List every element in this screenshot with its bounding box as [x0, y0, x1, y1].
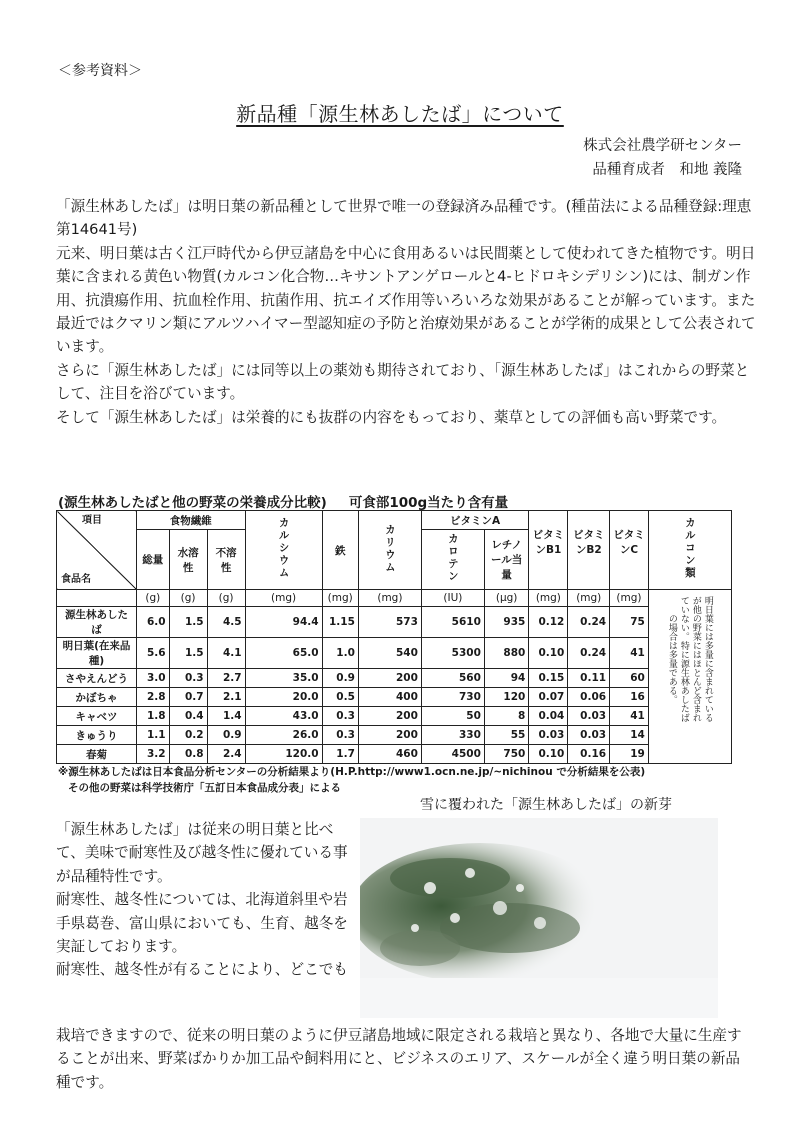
footnote-source: ※源生林あしたばは日本食品分析センターの分析結果より(H.P.http://www1.ocn.ne.jp/~nichinou で分析結果を公表)	[58, 766, 646, 778]
features-paragraph: 耐寒性、越冬性については、北海道斜里や岩手県葛巻、富山県においても、生育、越冬を実証しております。	[56, 891, 348, 956]
header-fiber-insoluble: 不溶性	[207, 530, 245, 590]
table-row	[57, 745, 732, 764]
unit-cell-empty	[57, 590, 137, 607]
conclusion-paragraph: 栽培できますので、従来の明日葉のように伊豆諸島地域に限定される栽培と異なり、各地で大量に生産することが出来、野菜ばかりか加工品や飼料用にと、ビジネスのエリア、スケールが全く違う明日葉の新品種です。	[56, 1027, 742, 1091]
header-retinol: レチノール当量	[484, 530, 528, 590]
intro-paragraph: 元来、明日葉は古く江戸時代から伊豆諸島を中心に食用あるいは民間薬として使われてきた植物です。明日葉に含まれる黄色い物質(カルコン化合物…キサントアンゲロールと4-ヒドロキシデリシン)には、制ガン作用、抗潰瘍作用、抗血栓作用、抗菌作用、抗エイズ作用等いろいろな効果があることが解っています。また最近ではクマリン類にアルツハイマー型認知症の予防と治療効果があることが学術的成果として公表されています。	[56, 244, 756, 356]
table-row	[57, 688, 732, 707]
cell-value: 0.10	[529, 745, 568, 764]
food-name: きゅうり	[57, 726, 137, 745]
cell-value: 573	[358, 607, 421, 638]
cell-value: 3.2	[137, 745, 170, 764]
header-fiber-group: 食物繊維	[137, 511, 246, 530]
header-fiber-total: 総量	[137, 530, 170, 590]
cell-value: 94	[484, 669, 528, 688]
cell-value: 2.8	[137, 688, 170, 707]
features-paragraph: 「源生林あしたば」は従来の明日葉と比べて、美味で耐寒性及び越冬性に優れている事が品種特性です。	[56, 821, 348, 885]
cell-value: 880	[484, 638, 528, 669]
cell-value: 19	[610, 745, 649, 764]
header-chalcone: カルコン類	[648, 511, 731, 590]
cell-value: 75	[610, 607, 649, 638]
cell-value: 750	[484, 745, 528, 764]
cell-value: 540	[358, 638, 421, 669]
food-name: 春菊	[57, 745, 137, 764]
cell-value: 4.1	[207, 638, 245, 669]
cell-value: 0.8	[169, 745, 207, 764]
food-name: かぼちゃ	[57, 688, 137, 707]
cell-value: 26.0	[245, 726, 322, 745]
unit-cell: (mg)	[322, 590, 358, 607]
table-caption-main: (源生林あしたばと他の野菜の栄養成分比較)	[58, 495, 327, 511]
cell-value: 2.4	[207, 745, 245, 764]
cell-value: 0.04	[529, 707, 568, 726]
cell-value: 1.5	[169, 607, 207, 638]
cell-value: 1.1	[137, 726, 170, 745]
table-row	[57, 726, 732, 745]
cell-value: 5610	[421, 607, 484, 638]
cell-value: 0.07	[529, 688, 568, 707]
cell-value: 4.5	[207, 607, 245, 638]
cell-value: 6.0	[137, 607, 170, 638]
cell-value: 1.4	[207, 707, 245, 726]
header-carotene: カロテン	[421, 530, 484, 590]
cell-value: 0.2	[169, 726, 207, 745]
cell-value: 8	[484, 707, 528, 726]
header-vitamin-a-group: ビタミンA	[421, 511, 528, 530]
cell-value: 0.10	[529, 638, 568, 669]
cell-value: 1.0	[322, 638, 358, 669]
cell-value: 5.6	[137, 638, 170, 669]
cell-value: 55	[484, 726, 528, 745]
cell-value: 35.0	[245, 669, 322, 688]
table-caption-sub: 可食部100g当たり含有量	[348, 495, 509, 511]
cell-value: 2.1	[207, 688, 245, 707]
features-paragraph: 耐寒性、越冬性が有ることにより、どこでも	[56, 961, 348, 979]
unit-cell: (mg)	[568, 590, 610, 607]
cell-value: 1.5	[169, 638, 207, 669]
table-row	[57, 669, 732, 688]
cell-value: 1.15	[322, 607, 358, 638]
table-row	[57, 607, 732, 638]
cell-value: 0.3	[322, 707, 358, 726]
cell-value: 16	[610, 688, 649, 707]
cell-value: 20.0	[245, 688, 322, 707]
cell-value: 0.3	[169, 669, 207, 688]
cell-value: 41	[610, 707, 649, 726]
header-calcium: カルシウム	[245, 511, 322, 590]
cell-value: 460	[358, 745, 421, 764]
chalcone-note: 明日葉には多量に含まれているが他の野菜にはほとんど含まれていない。特に源生林あしたばの場合は多量である。	[666, 596, 713, 722]
cell-value: 200	[358, 669, 421, 688]
cell-value: 0.12	[529, 607, 568, 638]
unit-cell: (mg)	[358, 590, 421, 607]
cell-value: 0.3	[322, 726, 358, 745]
cell-value: 0.9	[322, 669, 358, 688]
cell-value: 560	[421, 669, 484, 688]
cell-value: 4500	[421, 745, 484, 764]
cell-value: 730	[421, 688, 484, 707]
cell-value: 0.24	[568, 638, 610, 669]
cell-value: 65.0	[245, 638, 322, 669]
cell-value: 94.4	[245, 607, 322, 638]
cell-value: 0.9	[207, 726, 245, 745]
corner-label-food: 食品名	[61, 574, 91, 585]
cell-value: 0.7	[169, 688, 207, 707]
cell-value: 0.15	[529, 669, 568, 688]
cell-value: 3.0	[137, 669, 170, 688]
cell-value: 1.8	[137, 707, 170, 726]
intro-section	[56, 195, 756, 429]
cell-value: 200	[358, 726, 421, 745]
header-fiber-soluble: 水溶性	[169, 530, 207, 590]
organization-name: 株式会社農学研センター	[583, 138, 742, 154]
food-name: 明日葉(在来品種)	[57, 638, 137, 669]
document-label: ＜参考資料＞	[58, 63, 142, 79]
cell-value: 330	[421, 726, 484, 745]
cell-value: 0.16	[568, 745, 610, 764]
cell-value: 50	[421, 707, 484, 726]
nutrition-table	[56, 510, 732, 764]
intro-paragraph: そして「源生林あしたば」は栄養的にも抜群の内容をもっており、薬草としての評価も高い野菜です。	[56, 408, 727, 426]
cell-value: 2.7	[207, 669, 245, 688]
snow-sprouts-illustration	[360, 818, 718, 1018]
cell-value: 120	[484, 688, 528, 707]
unit-cell: (g)	[207, 590, 245, 607]
cell-value: 5300	[421, 638, 484, 669]
cell-value: 1.7	[322, 745, 358, 764]
unit-cell: (g)	[137, 590, 170, 607]
table-caption	[58, 491, 508, 511]
cell-value: 0.11	[568, 669, 610, 688]
header-potassium: カリウム	[358, 511, 421, 590]
food-name: キャベツ	[57, 707, 137, 726]
corner-label-item: 項目	[82, 515, 102, 526]
unit-cell: (mg)	[529, 590, 568, 607]
cell-value: 0.03	[529, 726, 568, 745]
cell-value: 120.0	[245, 745, 322, 764]
author-name: 品種育成者 和地 義隆	[592, 162, 742, 178]
table-corner-cell	[57, 511, 137, 590]
cell-value: 14	[610, 726, 649, 745]
cell-value: 41	[610, 638, 649, 669]
snow-sprouts-photo	[360, 818, 718, 1018]
cell-value: 0.4	[169, 707, 207, 726]
photo-title: 雪に覆われた「源生林あしたば」の新芽	[420, 797, 672, 813]
unit-cell: (mg)	[245, 590, 322, 607]
food-name: さやえんどう	[57, 669, 137, 688]
unit-cell: (g)	[169, 590, 207, 607]
chalcone-note-cell	[648, 590, 731, 764]
header-vitamin-c: ビタミンC	[610, 511, 649, 590]
footnote-other: その他の野菜は科学技術庁「五訂日本食品成分表」による	[68, 782, 341, 794]
intro-paragraph: 「源生林あしたば」は明日葉の新品種として世界で唯一の登録済み品種です。(種苗法による品種登録:理恵第14641号)	[56, 198, 752, 239]
unit-cell: (IU)	[421, 590, 484, 607]
cell-value: 60	[610, 669, 649, 688]
conclusion-section	[56, 1024, 746, 1094]
food-name: 源生林あしたば	[57, 607, 137, 638]
table-row	[57, 638, 732, 669]
cell-value: 0.24	[568, 607, 610, 638]
cell-value: 0.5	[322, 688, 358, 707]
unit-cell: (mg)	[610, 590, 649, 607]
cell-value: 0.03	[568, 726, 610, 745]
cell-value: 43.0	[245, 707, 322, 726]
header-iron: 鉄	[322, 511, 358, 590]
cell-value: 400	[358, 688, 421, 707]
unit-cell: (μg)	[484, 590, 528, 607]
table-row	[57, 707, 732, 726]
cell-value: 0.06	[568, 688, 610, 707]
header-vitamin-b1: ビタミンB1	[529, 511, 568, 590]
features-section	[56, 818, 356, 982]
cell-value: 200	[358, 707, 421, 726]
intro-paragraph: さらに「源生林あしたば」には同等以上の薬効も期待されており、「源生林あしたば」はこれからの野菜として、注目を浴びています。	[56, 361, 750, 403]
cell-value: 935	[484, 607, 528, 638]
document-title: 新品種「源生林あしたば」について	[236, 102, 564, 126]
header-vitamin-b2: ビタミンB2	[568, 511, 610, 590]
cell-value: 0.03	[568, 707, 610, 726]
